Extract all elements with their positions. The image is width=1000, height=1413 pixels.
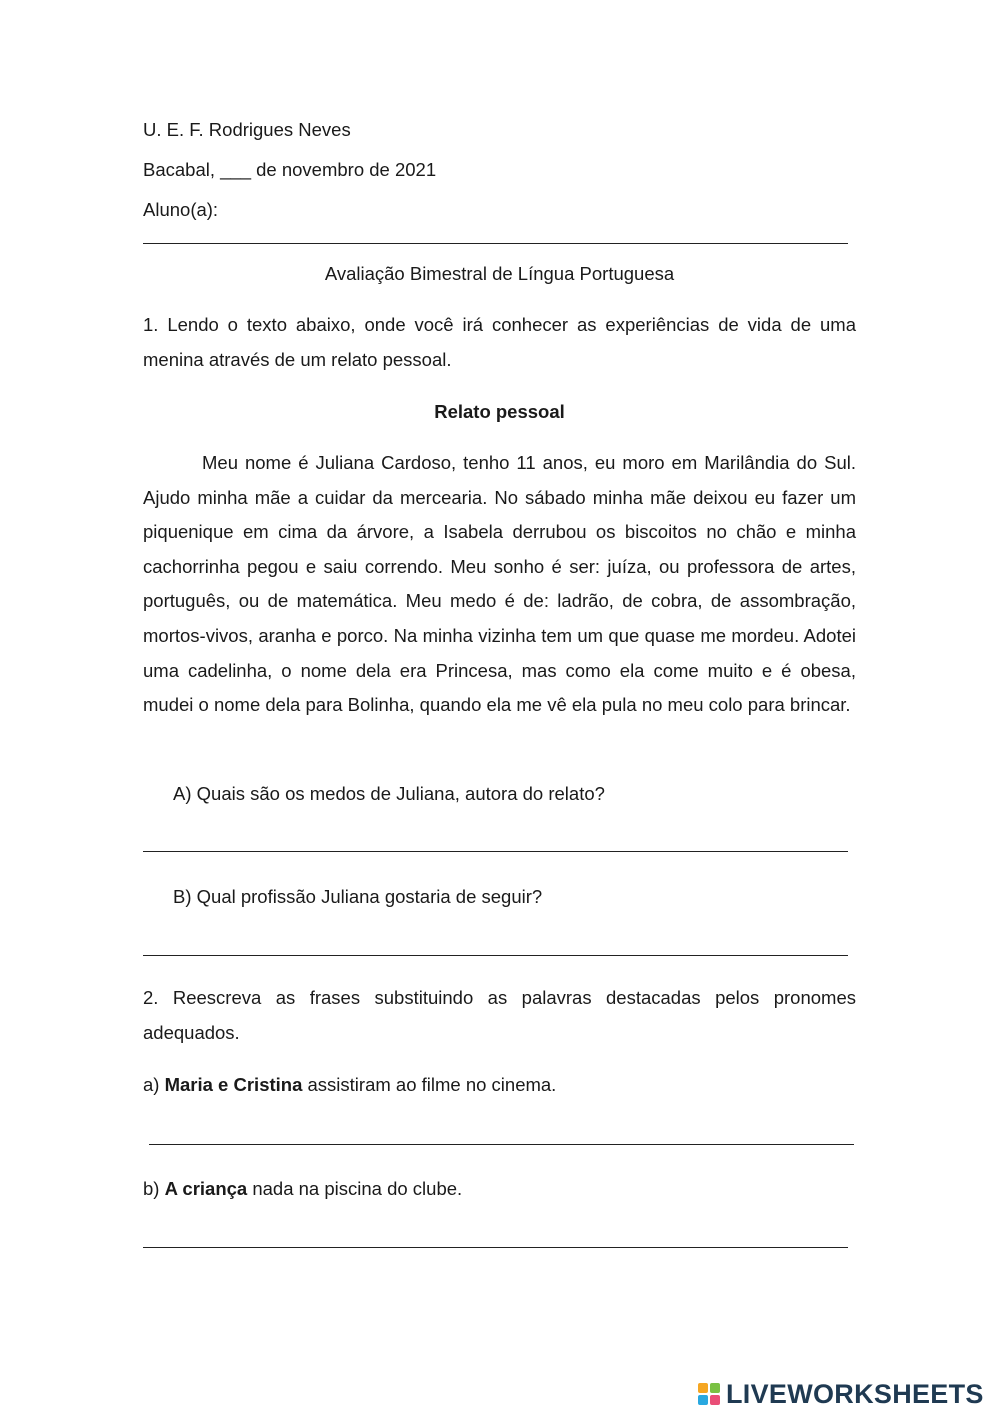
question-2a xyxy=(143,1074,556,1096)
question-2b-prefix: b) xyxy=(143,1178,165,1199)
liveworksheets-logo xyxy=(698,1379,984,1409)
answer-line-2a[interactable] xyxy=(149,1144,854,1145)
logo-square xyxy=(698,1383,708,1393)
student-answer-line[interactable] xyxy=(143,243,848,244)
answer-line-1a[interactable] xyxy=(143,851,848,852)
logo-text: LIVEWORKSHEETS xyxy=(726,1378,984,1409)
logo-squares-icon xyxy=(698,1383,720,1405)
logo-square xyxy=(710,1395,720,1405)
page-title: Avaliação Bimestral de Língua Portuguesa xyxy=(324,263,675,284)
question-2b-rest: nada na piscina do clube. xyxy=(247,1178,463,1199)
question-2a-rest: assistiram ao filme no cinema. xyxy=(302,1074,557,1095)
school-name: U. E. F. Rodrigues Neves xyxy=(143,119,351,140)
relato-text: Meu nome é Juliana Cardoso, tenho 11 anos, eu moro em Marilândia do Sul. Ajudo minha mãe a cuidar da mercearia. No sábado minha mãe deixou eu fazer um piquenique em cima da árvore, a Isabela derrubou os biscoitos no chão e minha cachorrinha pegou e saiu correndo. Meu sonho é ser: juíza, ou professora de artes, português, ou de matemática. Meu medo é de: ladrão, de cobra, de assombração, mortos-vivos, aranha e porco. Na minha vizinha tem um que quase me mordeu. Adotei uma cadelinha, o nome dela era Princesa, mas como ela come muito e é obesa, mudei o nome dela para Bolinha, quando ela me vê ela pula no meu colo para brincar. xyxy=(143,452,856,716)
question-2a-highlight: Maria e Cristina xyxy=(164,1074,303,1095)
logo-square xyxy=(710,1383,720,1393)
question-1-prompt: 1. Lendo o texto abaixo, onde você irá conhecer as experiências de vida de uma menina através de um relato pessoal. xyxy=(143,314,856,370)
question-2-prompt: 2. Reescreva as frases substituindo as palavras destacadas pelos pronomes adequados. xyxy=(143,987,856,1043)
question-2b xyxy=(143,1178,462,1200)
answer-line-2b[interactable] xyxy=(143,1247,848,1248)
question-1a: A) Quais são os medos de Juliana, autora do relato? xyxy=(173,783,605,804)
date-line: Bacabal, ___ de novembro de 2021 xyxy=(143,159,437,180)
question-1b: B) Qual profissão Juliana gostaria de seguir? xyxy=(173,886,543,907)
answer-line-1b[interactable] xyxy=(143,955,848,956)
question-2b-highlight: A criança xyxy=(164,1178,248,1199)
logo-square xyxy=(698,1395,708,1405)
text-title: Relato pessoal xyxy=(434,401,565,422)
question-2a-prefix: a) xyxy=(143,1074,165,1095)
student-label: Aluno(a): xyxy=(143,199,219,220)
